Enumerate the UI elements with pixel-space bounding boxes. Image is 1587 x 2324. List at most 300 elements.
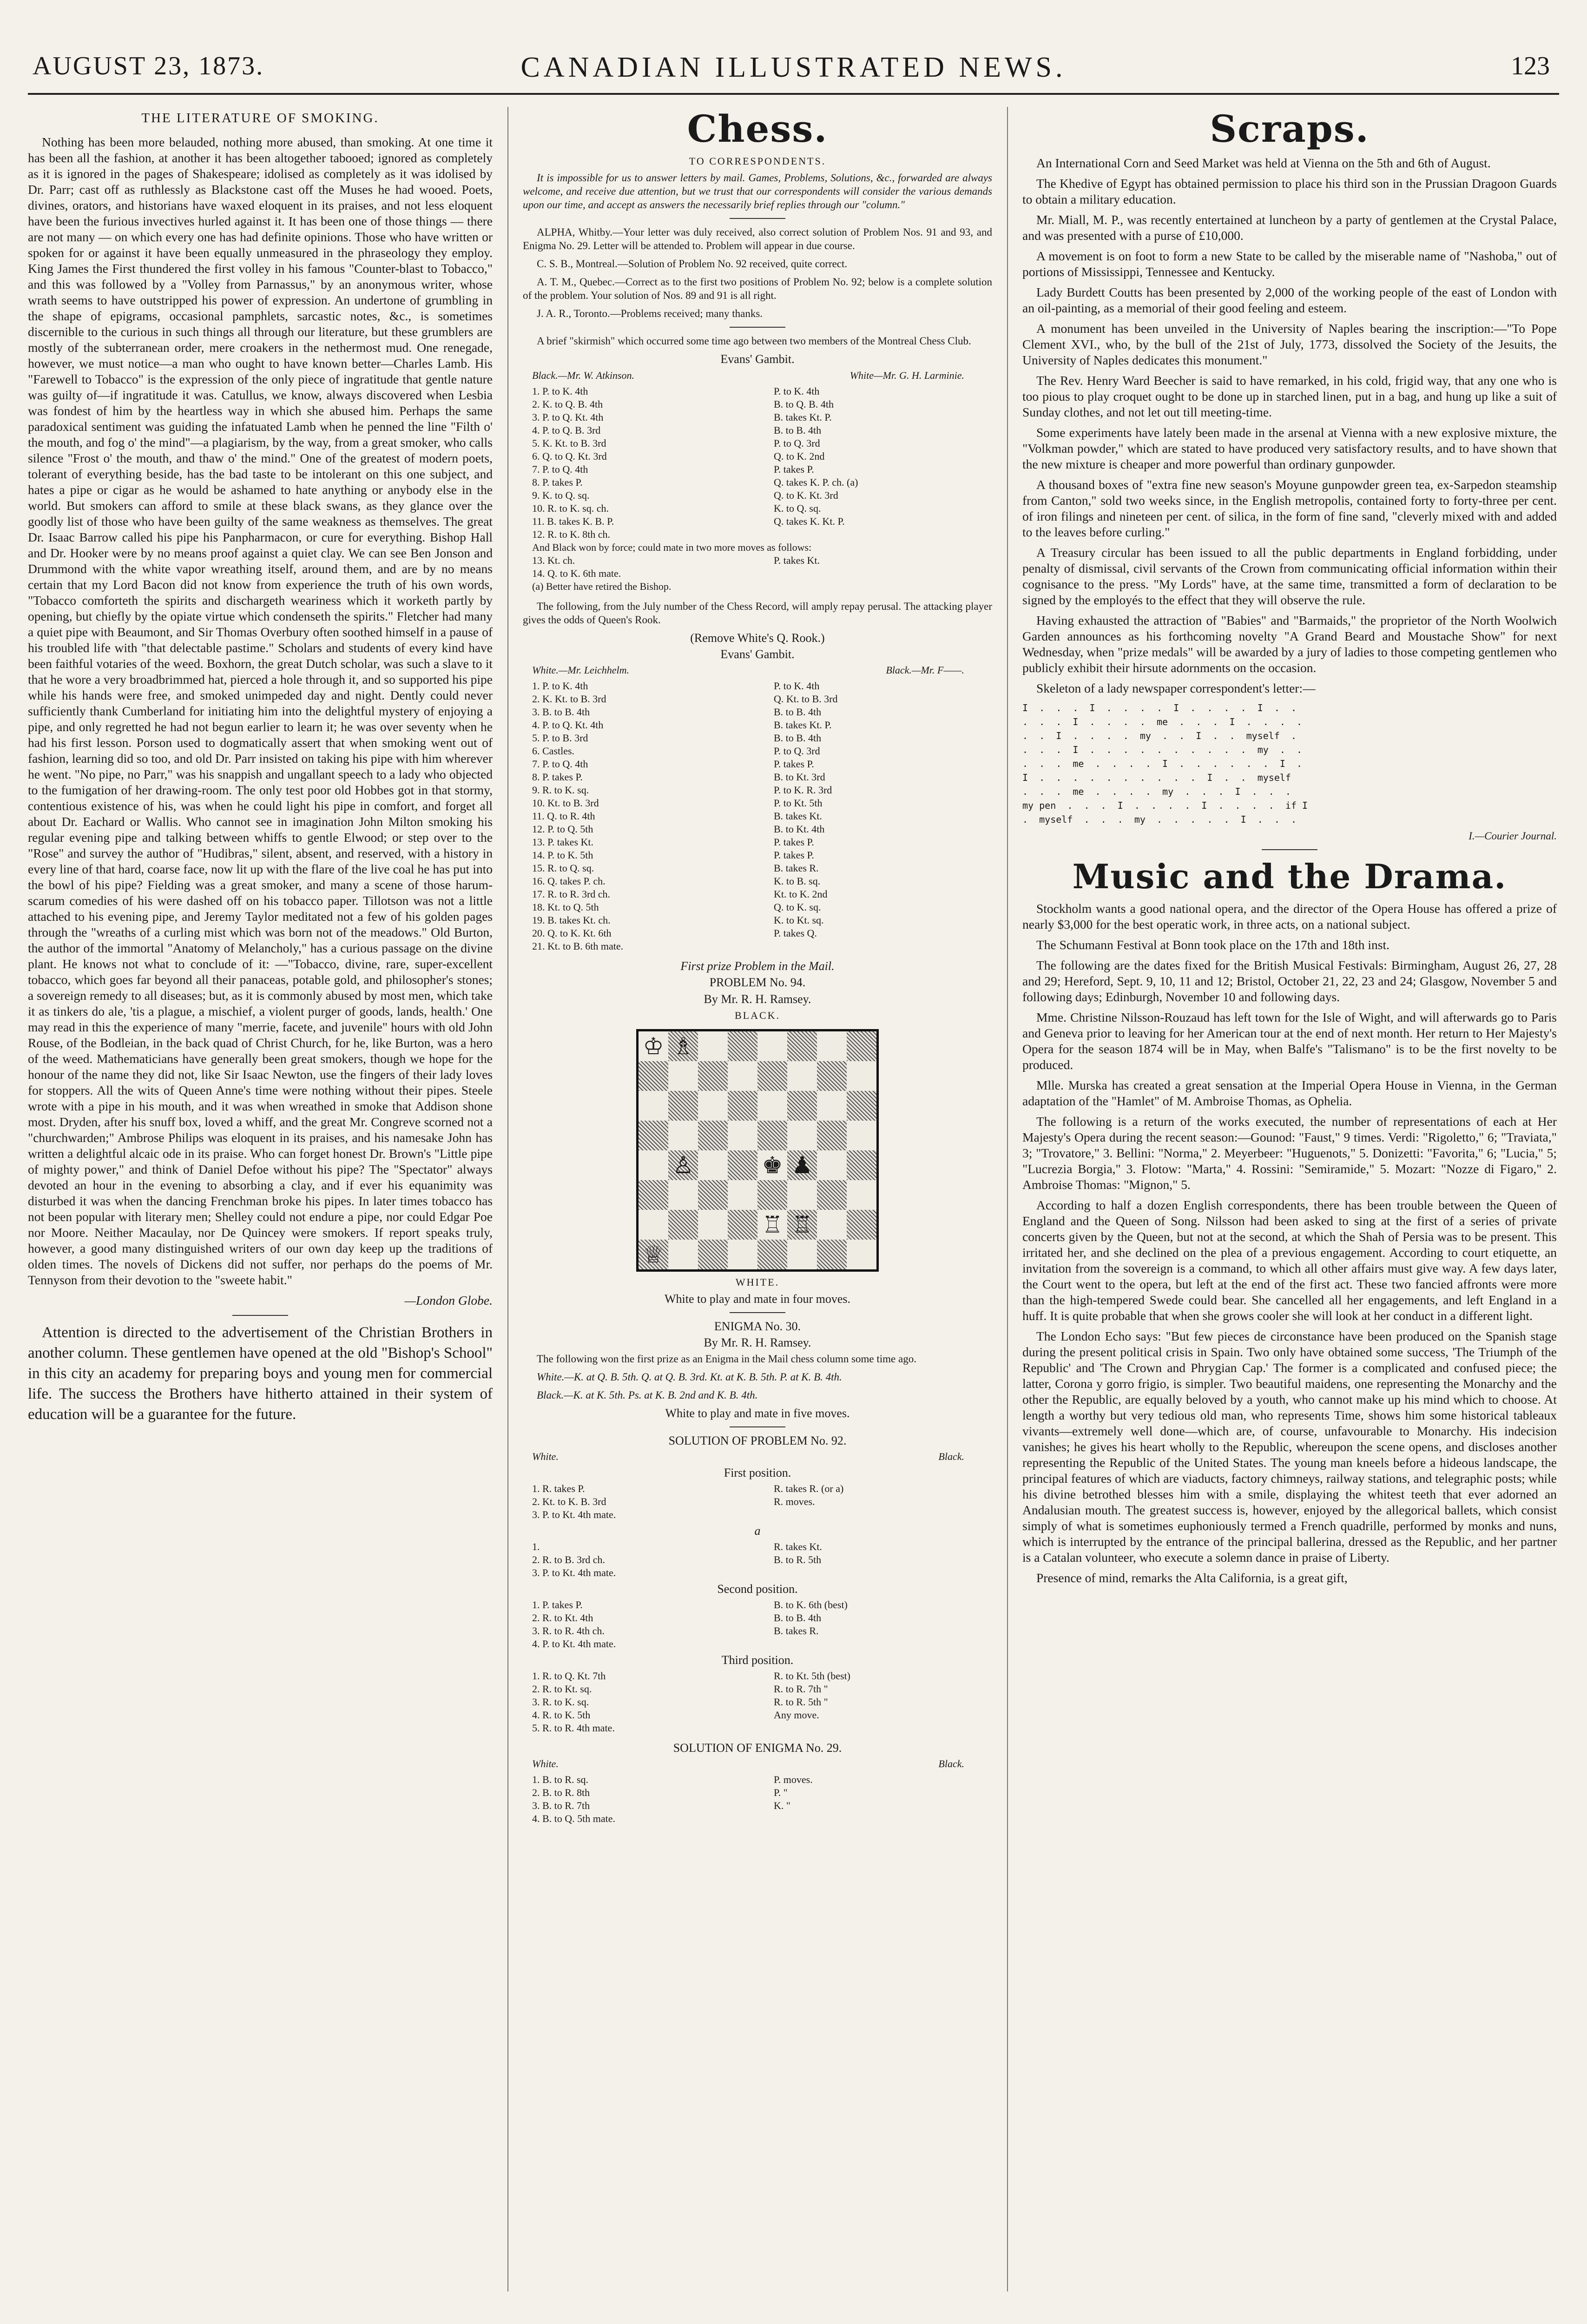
move-row	[523, 849, 992, 862]
move-second: B. to Q. B. 4th	[774, 398, 834, 410]
move-second: R. to R. 7th "	[774, 1683, 828, 1695]
move-row	[523, 528, 992, 541]
solution92	[523, 1450, 992, 1735]
reply: J. A. R., Toronto.—Problems received; many thanks.	[537, 308, 763, 319]
move-first: 13. Kt. ch.	[532, 555, 575, 566]
move-row	[523, 1482, 992, 1495]
move-second: Q. takes K. P. ch. (a)	[774, 476, 858, 488]
move-first: 4. P. to Q. Kt. 4th	[532, 719, 604, 731]
board-square	[728, 1031, 757, 1061]
board-square	[639, 1150, 668, 1180]
move-second: K. to Q. sq.	[774, 502, 821, 514]
move-row	[523, 1611, 992, 1624]
move-second	[774, 940, 992, 953]
move-first: 1. R. to Q. Kt. 7th	[532, 1670, 606, 1682]
move-first: 18. Kt. to Q. 5th	[532, 901, 599, 913]
move-first: 2. R. to Kt. 4th	[532, 1612, 593, 1624]
move-row	[523, 1696, 992, 1709]
move-first: 3. P. to Kt. 4th mate.	[532, 1567, 616, 1578]
move-row	[523, 502, 992, 515]
move-second: P. to K. 4th	[774, 385, 820, 397]
correspondents-notice: It is impossible for us to answer letters by mail. Games, Problems, Solutions, &c., forwarded are always welcome, and receive due attention, but we trust that our correspondents will consider the various demands upon our time, and accept as answers the necessarily brief replies through our "column."	[523, 172, 992, 211]
news-item: The following is a return of the works executed, the number of representations of each at Her Majesty's Opera during the recent season:—Gounod: "Faust," 9 times. Verdi: "Rigoletto," 6; "Traviata," 3; "Trovatore," 3. Bellini: "Norma," 2. Meyerbeer: "Huguenots," 5. Donizetti: "Favorita," 6; "Lucia," 5; "Lucrezia Borgia," 3. Flotow: "Marta," 4. Rossini: "Semiramide," 5. Mozart: "Nozze di Figaro," 2. Ambroise Thomas: "Mignon," 5.	[1022, 1114, 1557, 1192]
move-row	[523, 732, 992, 745]
move-first: 2. B. to R. 8th	[532, 1787, 590, 1798]
board-square-piece: ♔	[639, 1031, 668, 1061]
board-square	[757, 1180, 787, 1210]
enigma-black: Black.—K. at K. 5th. Ps. at K. B. 2nd and K. B. 4th.	[537, 1389, 758, 1401]
section-heading-music: Music and the Drama.	[1072, 857, 1507, 896]
move-row	[523, 1508, 992, 1521]
column-smoking	[28, 107, 493, 2301]
game2-moves	[523, 680, 992, 953]
move-second	[774, 1566, 992, 1579]
solution-enigma-white: White.	[532, 1758, 559, 1769]
move-row	[523, 1670, 992, 1683]
move-first: 4. P. to Kt. 4th mate.	[532, 1638, 616, 1650]
board-square	[698, 1061, 728, 1091]
board-square	[698, 1180, 728, 1210]
move-second: P. takes P.	[774, 836, 814, 848]
skeleton-line: I . . . . . . . . . . I . . myself	[1022, 772, 1291, 783]
solution92-black: Black.	[938, 1451, 964, 1462]
game1-moves	[523, 385, 992, 541]
board-square	[698, 1031, 728, 1061]
move-first: 6. Q. to Q. Kt. 3rd	[532, 450, 607, 462]
article-title-smoking: THE LITERATURE OF SMOKING.	[141, 111, 379, 125]
move-row	[523, 1540, 992, 1553]
board-square	[787, 1180, 817, 1210]
move-second	[774, 1508, 992, 1521]
problem-title: PROBLEM No. 94.	[709, 976, 806, 989]
move-first: 9. K. to Q. sq.	[532, 489, 590, 501]
move-row	[523, 1553, 992, 1566]
move-first: 2. K. Kt. to B. 3rd	[532, 693, 606, 705]
solution92-white: White.	[532, 1451, 559, 1462]
news-item: A thousand boxes of "extra fine new season's Moyune gunpowder green tea, ex-Sarpedon steamship from Canton," sold two weeks since, in the English metropolis, contained forty to forty-three per cent. of iron filings and nineteen per cent. of silica, in the form of fine sand, "cleverly mixed with and added to the leaves before curling."	[1022, 477, 1557, 539]
move-row	[523, 1812, 992, 1825]
move-first: 1.	[532, 1541, 540, 1552]
page-number: 123	[1511, 52, 1550, 80]
newspaper-title: CANADIAN ILLUSTRATED NEWS.	[520, 52, 1067, 83]
board-square	[817, 1061, 847, 1091]
game2-score	[523, 664, 992, 953]
game2-opening: Evans' Gambit.	[720, 647, 795, 661]
divider	[730, 218, 785, 219]
move-row	[523, 463, 992, 476]
board-square	[668, 1240, 698, 1269]
move-first: 3. R. to R. 4th ch.	[532, 1625, 605, 1637]
move-first: 13. P. takes Kt.	[532, 836, 593, 848]
board-square	[787, 1061, 817, 1091]
board-square	[698, 1091, 728, 1121]
move-row	[523, 862, 992, 875]
skeleton-line: my pen . . . I . . . . I . . . . if I	[1022, 800, 1308, 811]
move-row	[523, 745, 992, 758]
board-square	[847, 1031, 876, 1061]
column-divider	[1007, 107, 1008, 2291]
move-row	[523, 706, 992, 719]
move-second: Q. Kt. to B. 3rd	[774, 693, 838, 705]
move-second: B. to B. 4th	[774, 706, 822, 718]
move-first: 10. R. to K. sq. ch.	[532, 502, 609, 514]
move-row	[523, 758, 992, 771]
board-label-black: BLACK.	[734, 1010, 781, 1021]
move-row	[523, 489, 992, 502]
move-first: 4. P. to Q. B. 3rd	[532, 424, 601, 436]
board-square	[847, 1180, 876, 1210]
move-first: 4. R. to K. 5th	[532, 1709, 591, 1721]
move-row	[523, 810, 992, 823]
problem-caption: White to play and mate in four moves.	[664, 1292, 850, 1306]
move-second: B. to B. 4th	[774, 732, 822, 744]
skeleton-intro: Skeleton of a lady newspaper correspondent's letter:—	[1036, 681, 1316, 695]
move-second: Q. to K. sq.	[774, 901, 821, 913]
solution-enigma-moves	[523, 1773, 992, 1825]
move-second	[774, 528, 992, 541]
board-square	[668, 1121, 698, 1150]
move-second: P. moves.	[774, 1774, 813, 1785]
move-first: 12. P. to Q. 5th	[532, 823, 593, 835]
game1-black-player: Black.—Mr. W. Atkinson.	[532, 370, 634, 381]
reply: ALPHA, Whitby.—Your letter was duly received, also correct solution of Problem Nos. 91 and 93, and Enigma No. 29. Letter will be attended to. Problem will appear in due course.	[523, 226, 992, 251]
board-square	[728, 1210, 757, 1240]
move-first: 3. P. to Q. Kt. 4th	[532, 411, 604, 423]
move-second: P. "	[774, 1787, 788, 1798]
solution92-a	[523, 1540, 992, 1579]
board-square	[728, 1061, 757, 1091]
article-credit: —London Globe.	[404, 1293, 493, 1307]
move-second: R. moves.	[774, 1496, 815, 1507]
board-square	[847, 1121, 876, 1150]
move-first: 4. B. to Q. 5th mate.	[532, 1813, 616, 1824]
board-square	[757, 1091, 787, 1121]
move-first: 17. R. to R. 3rd ch.	[532, 888, 611, 900]
move-row	[523, 515, 992, 528]
move-second: K. to Kt. sq.	[774, 914, 824, 926]
move-second	[774, 567, 992, 580]
board-square	[787, 1031, 817, 1061]
article-body: Nothing has been more belauded, nothing more abused, than smoking. At one time it has been all the fashion, at another it has been altogether tabooed; ignored as completely as it is ignored in the pages of Shakespeare; idolised as completely as it was idolised by Dr. Parr; cast off as ruthlessly as Blackstone cast off the Muses he had wooed. Poets, divines, orators, and historians have waxed eloquent in its praises, and not less eloquent have been the furious invectives hurled against it. It has been one of those things — there are not many — on which every one has had definite opinions. Those who have written or spoken for or against it have been equally unmeasured in the phraseology they employ. King James the First thundered the first volley in his famous "Counter-blast to Tobacco," and this was followed by a "Volley from Parnassus," by an anonymous writer, whose wrath seems to have outstripped his power of expression. An undertone of grumbling in the shape of epigrams, occasional pamphlets, sarcastic notes, &c., is sometimes discernible to the curious in such things all through our literature, but these grumblers are mostly of the subterranean order, mere croakers in the nethermost mud. One renegade, however, we must notice—a man who ought to have known better—Charles Lamb. His "Farewell to Tobacco" is the expression of the only piece of ingratitude that gentle nature was guilty of—if ingratitude it was. Catullus, we know, always discovered when Lesbia was fondest of him by the heartless way in which she abused him. Perhaps the same paradoxical sentiment was guiding the infatuated Lamb when he penned the line "Filth o' the mouth, and fog o' the mind"—a plagiarism, by the way, from a great smoker, who calls silence "Frost o' the mouth, and thaw o' the mind." One of the greatest of modern poets, tolerant of everything beside, has the bad taste to be intolerant on this one subject, and hates a pipe or cigar as he would be ashamed to hate anything or anybody else in the world. But smokers can afford to smile at these black swans, as they glance over the goodly list of those who have been guilty of the same weakness as themselves. The great Dr. Isaac Barrow called his pipe his Panpharmacon, or cure for everything. Bishop Hall and Dr. Hooker were by no means proof against a quiet clay. We can see Ben Jonson and Drummond with the white vapor wreathing itself, around them, and are by no means certain that my Lord Bacon did not know from experience the truth of his own words, "Tobacco comforteth the spirits and dischargeth weariness which it worketh partly by opening, but chiefly by the opiate virtue which condenseth the spirits." Fletcher had many a quiet pipe with Beaumont, and Sir Thomas Overbury often soothed himself in a pause of his troubled life with "that delectable pastime." Scholars and students of every kind have been faithful votaries of the weed. Boxhorn, the great Dutch scholar, was such a slave to it that he wore a very broadbrimmed hat, pierced a hole through it, and so supported his pipe while his hands were free, and smoked unimpeded day and night. Dently could never sufficiently thank Cumberland for initiating him into the delightful mystery of enjoying a pipe, and only regretted he had not begun earlier to learn it; he was over seventy when he had his first lesson. Porson used to dogmatically assert that when smoking went out of fashion, learning did so too, and old Dr. Parr insisted on taking his pipe with him wherever he went. "No pipe, no Parr," was his snappish and ungallant speech to a lady who objected to the fumigation of her drawing-room. The only test poor old Hobbes got in that stormy, contentious existence of his, was when he could light his pipe in comfort, and forget all about Dr. Eachard or Wallis. Who cannot see in imagination John Milton smoking his regular evening pipe and talking between whiffs to gentle Elwood; or step over to the "Rose" and survey the author of "Hudibras," silent, absent, and reserved, with a history in every line of that hard, coarse face, now lit up with the flare of the live coal he has put into the bowl of his pipe? Fielding was a great smoker, and many a scene of those harum-scarum comedies of his were dashed off on his tobacco paper. Tillotson was not a little attached to his evening pipe, and Jeremy Taylor meditated not a few of his golden pages through the "wreaths of a curling mist which was born not of the meadows." Old Burton, the author of the immortal "Anatomy of Melancholy," has a curious passage on the divine plant. He knows not what to conclude of it: —"Tobacco, divine, rare, super-excellent tobacco, which goes far beyond all their panaceas, potable gold, and philosopher's stones; a sovereign remedy to all diseases; but, as it is commonly abused by most men, which take it as tinkers do ale, 'tis a plague, a mischief, a violent purger of goods, lands, health.' One may read in this the experience of many "merrie, facete, and juvenile" hours with old John Rouse, of the Bodleian, in the back quad of Christ Church, for he, like Burton, was a hero of the weed. Mathematicians have generally been great smokers, though we hope for the honour of the name they did not, like Sir Isaac Newton, use the fingers of their lady loves for stoppers. All the wits of Queen Anne's time were nothing without their pipes. Steele wrote with a pipe in his mouth, and it was when wreathed in smoke that Addison shone most. Dryden, after his snuff box, loved a whiff, and the great Mr. Congreve scorned not a "churchwarden;" Ambrose Philips was eloquent in its praises, and his namesake John has written a delightful alcaic ode in its praise. Who can forget honest Dr. Brown's "Little pipe of mighty power," and think of Daniel Defoe without his pipe? The "Spectator" always devoted an hour in the evening to absorbing a clay, and if ever his equanimity was disturbed it was when the dancing Frenchman broke his pipes. In later times tobacco has not been popular with literary men; Shelley could not endure a pipe, nor could Edgar Poe nor Moore. Neither Macaulay, nor De Quincey were smokers. If report speaks truly, however, a good many distinguished writers of our own day keep up the traditions of olden times. The novels of Dickens did not suffer, nor perhaps do the poems of Mr. Tennyson from their devotion to the "sweete habit."	[28, 135, 493, 1287]
game2-white-player: White.—Mr. Leichhelm.	[532, 664, 629, 676]
masthead	[28, 28, 1559, 98]
board-square	[639, 1091, 668, 1121]
news-item: Mlle. Murska has created a great sensation at the Imperial Opera House in Vienna, in the German adaptation of the "Hamlet" of M. Ambroise Thomas, as Ophelia.	[1022, 1078, 1557, 1108]
board-square	[817, 1210, 847, 1240]
solution92-second	[523, 1598, 992, 1651]
news-item: A monument has been unveiled in the University of Naples bearing the inscription:—"To Pope Clement XVI., who, by the bull of the 21st of July, 1773, dissolved the Society of the Jesuits, the University of Naples dedicates this monument."	[1022, 321, 1557, 367]
solution92-title: SOLUTION OF PROBLEM No. 92.	[668, 1434, 847, 1447]
board-square	[817, 1150, 847, 1180]
move-second: B. to Kt. 3rd	[774, 771, 825, 783]
move-row	[523, 875, 992, 888]
solution92-third	[523, 1670, 992, 1735]
section-heading-scraps: Scraps.	[1210, 107, 1370, 151]
board-square	[698, 1121, 728, 1150]
move-second: P. to Q. 3rd	[774, 745, 820, 757]
move-second: Q. takes K. Kt. P.	[774, 515, 845, 527]
move-first: 7. P. to Q. 4th	[532, 463, 588, 475]
move-second: B. to R. 5th	[774, 1554, 822, 1565]
move-first: 11. Q. to R. 4th	[532, 810, 595, 822]
move-second: B. to B. 4th	[774, 424, 822, 436]
solution92-first	[523, 1482, 992, 1521]
game1-intro: A brief "skirmish" which occurred some time ago between two members of the Montreal Chess Club.	[537, 335, 971, 347]
board-square	[698, 1210, 728, 1240]
skeleton-line: . . . I . . . . . . . . . . my . .	[1022, 744, 1303, 755]
move-first: 10. Kt. to B. 3rd	[532, 797, 599, 809]
move-row	[523, 823, 992, 836]
move-first: 8. P. takes P.	[532, 771, 583, 783]
news-item: A Treasury circular has been issued to all the public departments in England forbidding, under penalty of dismissal, civil servants of the Crown from communicating official information within their cognisance to the press. "My Lords" have, at the same time, transmitted a form of declaration to be signed by the employés to the effect that they will observe the rule.	[1022, 545, 1557, 607]
move-first: 16. Q. takes P. ch.	[532, 875, 606, 887]
column-divider	[507, 107, 508, 2291]
move-first: 2. Kt. to K. B. 3rd	[532, 1496, 606, 1507]
move-second: B. takes R.	[774, 1625, 819, 1637]
enigma-white: White.—K. at Q. B. 5th. Q. at Q. B. 3rd. Kt. at K. B. 5th. P. at K. B. 4th.	[537, 1371, 842, 1383]
chess-diagram	[632, 1029, 883, 1272]
board-square	[668, 1210, 698, 1240]
move-second: P. to Q. 3rd	[774, 437, 820, 449]
move-first: 2. R. to Kt. sq.	[532, 1683, 592, 1695]
board-square	[817, 1240, 847, 1269]
move-row	[523, 771, 992, 784]
move-row	[523, 927, 992, 940]
divider	[730, 1312, 785, 1313]
move-second: K. "	[774, 1800, 790, 1811]
board-square	[639, 1061, 668, 1091]
move-row	[523, 1709, 992, 1722]
move-first: 1. B. to R. sq.	[532, 1774, 589, 1785]
board-square-piece: ♟	[787, 1150, 817, 1180]
game1-white-player: White—Mr. G. H. Larminie.	[849, 370, 964, 381]
board-square	[639, 1210, 668, 1240]
move-first: 11. B. takes K. B. P.	[532, 515, 614, 527]
board-square	[757, 1121, 787, 1150]
game1-opening: Evans' Gambit.	[720, 352, 795, 366]
move-row	[523, 476, 992, 489]
column-chess	[523, 107, 992, 2301]
enigma-author: By Mr. R. H. Ramsey.	[704, 1336, 811, 1349]
move-first: 3. R. to K. sq.	[532, 1696, 589, 1708]
move-second: Q. to K. 2nd	[774, 450, 825, 462]
move-row	[523, 1722, 992, 1735]
move-first: 15. R. to Q. sq.	[532, 862, 594, 874]
skeleton-line: I . . . I . . . . I . . . . I . .	[1022, 702, 1297, 713]
move-first: 6. Castles.	[532, 745, 575, 757]
move-first: 1. P. to K. 4th	[532, 680, 588, 692]
news-item: Some experiments have lately been made in the arsenal at Vienna with a new explosive mixture, the "Volkman powder," which are stated to have produced very satisfactory results, and to have shown that the new mixture is cheaper and more powerful than ordinary gunpowder.	[1022, 425, 1557, 471]
skeleton-letter	[1022, 701, 1557, 826]
board-square	[787, 1240, 817, 1269]
board-square	[668, 1180, 698, 1210]
divider	[232, 1315, 288, 1316]
board-square	[728, 1150, 757, 1180]
move-row	[523, 1495, 992, 1508]
skeleton-credit: I.—Courier Journal.	[1468, 830, 1557, 842]
move-row	[523, 450, 992, 463]
board-square	[847, 1240, 876, 1269]
move-row	[523, 693, 992, 706]
move-second: B. takes R.	[774, 862, 819, 874]
skeleton-line: . . . me . . . . my . . . I . . .	[1022, 786, 1291, 797]
move-second: P. takes P.	[774, 758, 814, 770]
move-second: B. to B. 4th	[774, 1612, 822, 1624]
move-row	[523, 1786, 992, 1799]
board-square	[757, 1240, 787, 1269]
move-second: P. takes Q.	[774, 927, 817, 939]
move-row	[523, 411, 992, 424]
news-item: The Khedive of Egypt has obtained permission to place his third son in the Prussian Dragoon Guards to obtain a military education.	[1022, 176, 1557, 206]
news-item: Mme. Christine Nilsson-Rouzaud has left town for the Isle of Wight, and will afterwards go to Paris and Geneva prior to leaving for her American tour at the end of next month. Her return to Her Majesty's Opera for the season 1874 will be in May, when Balfe's "Talismano" is to be the first novelty to be produced.	[1022, 1010, 1557, 1072]
move-second: P. to K. 4th	[774, 680, 820, 692]
move-first: 14. P. to K. 5th	[532, 849, 593, 861]
move-second: B. takes Kt. P.	[774, 411, 832, 423]
move-row	[523, 1598, 992, 1611]
enigma-title: ENIGMA No. 30.	[714, 1320, 801, 1333]
enigma-intro: The following won the first prize as an Enigma in the Mail chess column some time ago.	[537, 1353, 916, 1365]
move-row	[523, 385, 992, 398]
move-row	[523, 719, 992, 732]
divider	[730, 1426, 785, 1427]
section-heading-chess: Chess.	[687, 107, 828, 151]
to-correspondents-heading: TO CORRESPONDENTS.	[689, 155, 826, 167]
move-row	[523, 914, 992, 927]
move-first: 9. R. to K. sq.	[532, 784, 589, 796]
newspaper-page	[28, 28, 1559, 2305]
board-square	[639, 1180, 668, 1210]
move-first: 7. P. to Q. 4th	[532, 758, 588, 770]
board-square	[639, 1121, 668, 1150]
move-second: R. takes Kt.	[774, 1541, 822, 1552]
news-item: Presence of mind, remarks the Alta California, is a great gift,	[1036, 1571, 1348, 1585]
move-row	[523, 1637, 992, 1651]
move-first: 5. K. Kt. to B. 3rd	[532, 437, 606, 449]
board-square-piece: ♖	[787, 1210, 817, 1240]
game2-black-player: Black.—Mr. F——.	[886, 664, 964, 676]
divider	[730, 327, 785, 328]
enigma-caption: White to play and mate in five moves.	[665, 1406, 850, 1420]
board-square	[817, 1091, 847, 1121]
board-square	[728, 1121, 757, 1150]
move-first: 12. R. to K. 8th ch.	[532, 528, 611, 540]
board-square	[698, 1240, 728, 1269]
move-first: 5. P. to B. 3rd	[532, 732, 588, 744]
scraps-items	[1022, 155, 1557, 676]
board-square	[847, 1150, 876, 1180]
move-row	[523, 784, 992, 797]
solution92-a-label: a	[754, 1524, 761, 1538]
board-square	[847, 1061, 876, 1091]
move-row	[523, 680, 992, 693]
solution92-third-label: Third position.	[721, 1653, 794, 1667]
masthead-rule	[28, 93, 1559, 95]
problem-author: By Mr. R. H. Ramsey.	[704, 992, 811, 1006]
news-item: Mr. Miall, M. P., was recently entertained at luncheon by a party of gentlemen at the Crystal Palace, and was presented with a purse of £10,000.	[1022, 212, 1557, 243]
news-item: A movement is on foot to form a new State to be called by the miserable name of "Nashoba," out of portions of Mississippi, Tennessee and Kentucky.	[1022, 249, 1557, 279]
move-row	[523, 437, 992, 450]
board-square-piece: ♕	[639, 1240, 668, 1269]
move-row	[523, 567, 992, 580]
move-second: R. to Kt. 5th (best)	[774, 1670, 850, 1682]
board-square	[847, 1210, 876, 1240]
board-square	[757, 1031, 787, 1061]
move-second: R. to R. 5th "	[774, 1696, 828, 1708]
problem-prize: First prize Problem in the Mail.	[680, 959, 835, 973]
move-row	[523, 424, 992, 437]
move-second: Any move.	[774, 1709, 819, 1721]
game2-intro: The following, from the July number of the Chess Record, will amply repay perusal. The attacking player gives the odds of Queen's Rook.	[523, 601, 992, 626]
move-first: 1. P. to K. 4th	[532, 385, 588, 397]
board-square-piece: ♚	[757, 1150, 787, 1180]
move-row	[523, 1566, 992, 1579]
move-second	[774, 1637, 992, 1651]
board-square-piece: ♖	[757, 1210, 787, 1240]
music-items	[1022, 901, 1557, 1586]
board-square	[817, 1121, 847, 1150]
board-square-piece: ♙	[668, 1150, 698, 1180]
reply: A. T. M., Quebec.—Correct as to the first two positions of Problem No. 92; below is a complete solution of the problem. Your solution of Nos. 89 and 91 is all right.	[523, 276, 992, 301]
move-second: P. takes P.	[774, 463, 814, 475]
solution-enigma	[523, 1757, 992, 1825]
move-first: 2. K. to Q. B. 4th	[532, 398, 603, 410]
board-square	[728, 1180, 757, 1210]
move-first: 3. B. to B. 4th	[532, 706, 590, 718]
move-row	[523, 1624, 992, 1637]
game2-odds: (Remove White's Q. Rook.)	[690, 631, 825, 645]
move-second: Q. to K. Kt. 3rd	[774, 489, 838, 501]
solution92-first-label: First position.	[724, 1466, 791, 1479]
move-row	[523, 1773, 992, 1786]
board-label-white: WHITE.	[735, 1276, 780, 1288]
news-item: The Rev. Henry Ward Beecher is said to have remarked, in his cold, frigid way, that any one who is too pious to play croquet ought to be done up in starched linen, put in a bag, and hung up like a suit of Sunday clothes, and not let out till meeting-time.	[1022, 373, 1557, 419]
move-first: 19. B. takes Kt. ch.	[532, 914, 611, 926]
board-square	[847, 1091, 876, 1121]
news-item: According to half a dozen English correspondents, there has been trouble between the Queen of England and the Queen of Song. Nilsson had been asked to sing at the first of a series of private concerts given by the Queen, but not at the second, at which the Shah of Persia was to be present. This irritated her, and she declined on the plea of a previous engagement. According to court etiquette, an invitation from the sovereign is a command, to which all other affairs must give way. A few days later, the Court went to the opera, but left at the end of the first act. These two fancied affronts were more than the high-tempered Swede could bear. She cancelled all her engagements, and left England in a huff. It is quite probable that when she grows cooler she will look at her conduct in a different light.	[1022, 1198, 1557, 1323]
board-square	[787, 1091, 817, 1121]
board-square	[668, 1061, 698, 1091]
move-row	[523, 554, 992, 567]
solution-enigma-title: SOLUTION OF ENIGMA No. 29.	[673, 1741, 842, 1755]
news-item: The following are the dates fixed for the British Musical Festivals: Birmingham, August 26, 27, 28 and 29; Hereford, Sept. 9, 10, 11 and 12; Bristol, October 21, 22, 23 and 24; Glasgow, November 5 and following days; Edinburgh, November 10 and following days.	[1022, 958, 1557, 1004]
game1-footnote: (a) Better have retired the Bishop.	[532, 581, 672, 592]
move-first: 14. Q. to K. 6th mate.	[532, 568, 621, 579]
move-row	[523, 901, 992, 914]
move-second: P. takes P.	[774, 849, 814, 861]
issue-date: AUGUST 23, 1873.	[33, 52, 264, 80]
move-first: 8. P. takes P.	[532, 476, 583, 488]
game1-extra-moves	[523, 554, 992, 580]
solution92-second-label: Second position.	[717, 1582, 798, 1596]
move-second: B. to Kt. 4th	[774, 823, 825, 835]
board-square-piece: ♗	[668, 1031, 698, 1061]
move-first: 5. R. to R. 4th mate.	[532, 1722, 615, 1734]
move-second: B. takes Kt. P.	[774, 719, 832, 731]
move-second: P. to K. R. 3rd	[774, 784, 832, 796]
move-row	[523, 940, 992, 953]
notice-christian-brothers: Attention is directed to the advertisement of the Christian Brothers in another column. These gentlemen have opened at the old "Bishop's School" in this city an academy for preparing boys and young men for commercial life. The success the Brothers have hitherto attained in their system of education will be a guarantee for the future.	[28, 1324, 493, 1423]
skeleton-line: . . . me . . . . I . . . . . . I .	[1022, 758, 1303, 769]
move-row	[523, 836, 992, 849]
news-item: Stockholm wants a good national opera, and the director of the Opera House has offered a prize of nearly $3,000 for the best operatic work, in three acts, on a national subject.	[1022, 901, 1557, 931]
board-square	[698, 1150, 728, 1180]
chess-board	[636, 1029, 879, 1272]
news-item: An International Corn and Seed Market was held at Vienna on the 5th and 6th of August.	[1036, 156, 1491, 170]
skeleton-line: . . I . . . . my . . I . . myself .	[1022, 730, 1297, 741]
move-first: 3. P. to Kt. 4th mate.	[532, 1509, 616, 1520]
move-first: 3. B. to R. 7th	[532, 1800, 590, 1811]
game1-score	[523, 369, 992, 593]
